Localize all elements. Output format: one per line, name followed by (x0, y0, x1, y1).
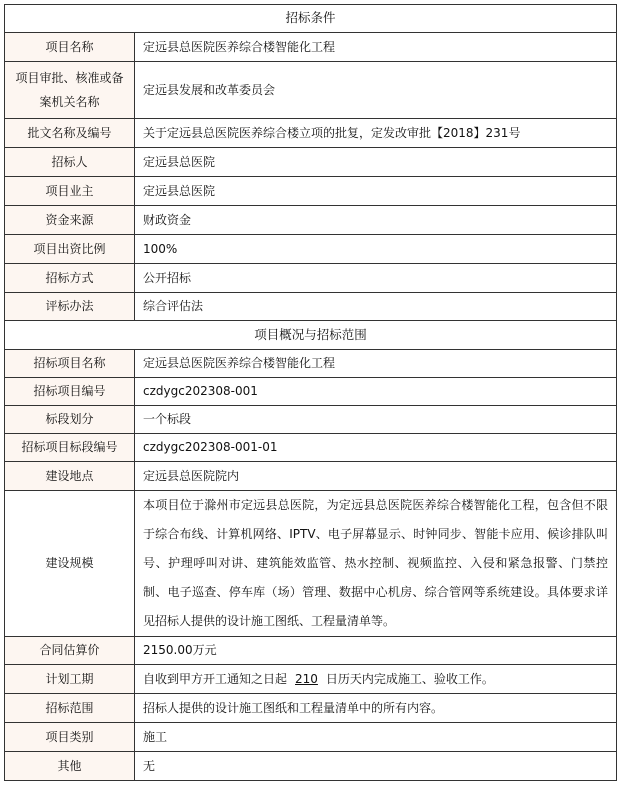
row-label: 项目审批、核准或备案机关名称 (5, 62, 135, 119)
row-label: 计划工期 (5, 665, 135, 694)
table-row (5, 62, 617, 119)
row-label: 批文名称及编号 (5, 119, 135, 148)
table-row (5, 637, 617, 665)
row-value: 一个标段 (135, 406, 617, 434)
row-value: 定远县总医院院内 (135, 462, 617, 491)
table-row (5, 752, 617, 781)
schedule-days: 210 (295, 671, 318, 686)
row-label: 招标项目标段编号 (5, 434, 135, 462)
table-row (5, 665, 617, 694)
table-row (5, 491, 617, 637)
row-label: 招标项目编号 (5, 378, 135, 406)
row-value: czdygc202308-001 (135, 378, 617, 406)
table-row (5, 264, 617, 293)
row-label: 项目名称 (5, 33, 135, 62)
schedule-prefix: 自收到甲方开工通知之日起 (143, 671, 288, 686)
row-value: 定远县发展和改革委员会 (135, 62, 617, 119)
row-label: 其他 (5, 752, 135, 781)
schedule-suffix: 日历天内完成施工、验收工作。 (325, 671, 494, 686)
row-value: 定远县总医院医养综合楼智能化工程 (135, 350, 617, 378)
row-value-construction-scale: 本项目位于滁州市定远县总医院，为定远县总医院医养综合楼智能化工程，包含但不限于综合布线、计算机网络、IPTV、电子屏幕显示、时钟同步、智能卡应用、候诊排队叫号、护理呼叫对讲、建筑能效监管、热水控制、视频监控、入侵和紧急报警、门禁控制、电子巡查、停车库（场）管理、数据中心机房、综合管网等系统建设。具体要求详见招标人提供的设计施工图纸、工程量清单等。 (135, 491, 617, 637)
row-label: 合同估算价 (5, 637, 135, 665)
table-row (5, 378, 617, 406)
tender-table (4, 4, 617, 781)
table-row (5, 406, 617, 434)
table-row (5, 177, 617, 206)
row-label: 招标范围 (5, 694, 135, 723)
table-row (5, 235, 617, 264)
table-row (5, 462, 617, 491)
section-title-project-overview: 项目概况与招标范围 (5, 321, 617, 350)
row-label: 项目业主 (5, 177, 135, 206)
table-row (5, 293, 617, 321)
row-value: 无 (135, 752, 617, 781)
table-row (5, 350, 617, 378)
row-value: 公开招标 (135, 264, 617, 293)
row-value: 定远县总医院 (135, 148, 617, 177)
row-value: 综合评估法 (135, 293, 617, 321)
table-row (5, 694, 617, 723)
table-row (5, 148, 617, 177)
row-value: 施工 (135, 723, 617, 752)
table-row (5, 723, 617, 752)
table-row (5, 206, 617, 235)
row-label: 建设规模 (5, 491, 135, 637)
row-value: czdygc202308-001-01 (135, 434, 617, 462)
row-label: 项目类别 (5, 723, 135, 752)
row-value: 定远县总医院医养综合楼智能化工程 (135, 33, 617, 62)
row-label: 招标项目名称 (5, 350, 135, 378)
table-row (5, 434, 617, 462)
row-value: 财政资金 (135, 206, 617, 235)
table-row (5, 119, 617, 148)
row-label: 招标人 (5, 148, 135, 177)
row-value: 100% (135, 235, 617, 264)
section-title-tender-conditions: 招标条件 (5, 5, 617, 33)
row-label: 招标方式 (5, 264, 135, 293)
row-value: 关于定远县总医院医养综合楼立项的批复，定发改审批【2018】231号 (135, 119, 617, 148)
row-value: 定远县总医院 (135, 177, 617, 206)
row-label: 评标办法 (5, 293, 135, 321)
row-label: 标段划分 (5, 406, 135, 434)
row-value: 2150.00万元 (135, 637, 617, 665)
row-value: 招标人提供的设计施工图纸和工程量清单中的所有内容。 (135, 694, 617, 723)
row-label: 建设地点 (5, 462, 135, 491)
row-label: 项目出资比例 (5, 235, 135, 264)
row-value-schedule (135, 665, 617, 694)
table-row (5, 33, 617, 62)
row-label: 资金来源 (5, 206, 135, 235)
